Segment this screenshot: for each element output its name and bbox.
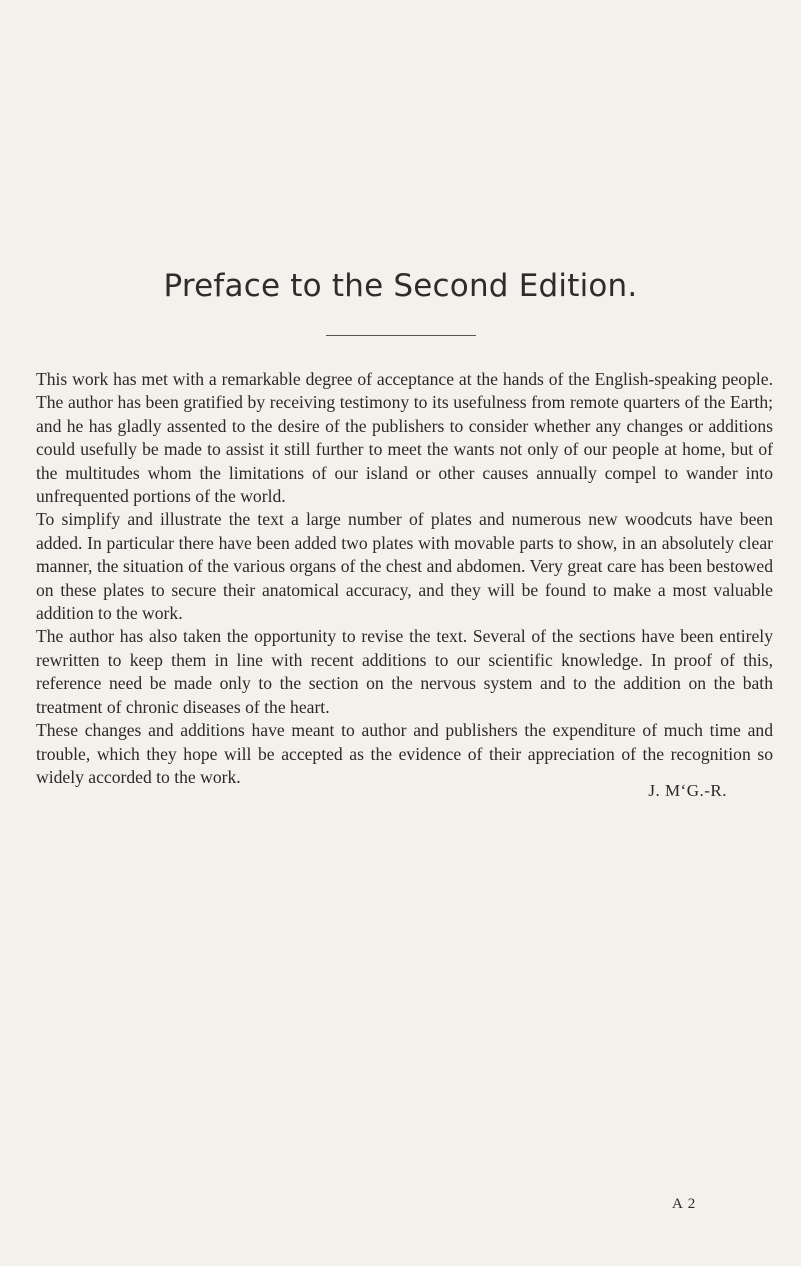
paragraph-2: To simplify and illustrate the text a large number of plates and numerous new woodcuts have been added. In particular there have been added two plates with movable parts to show, in an absolutely clear manner, the situation of the various organs of the chest and abdomen. Very great care has been bestowed on these plates to secure their anatomical accuracy, and they will be found to make a most valuable addition to the work. xyxy=(36,509,773,624)
paragraph-1: This work has met with a remarkable degree of acceptance at the hands of the English-speaking people. The author has been gratified by receiving testimony to its usefulness from remote quarters of the Earth; and he has gladly assented to the desire of the publishers to consider whether any changes or additions could usefully be made to assist it still further to meet the wants not only of our people at home, but of the multitudes whom the limitations of our island or other causes annually compel to wander into unfrequented portions of the world. xyxy=(36,369,773,507)
preface-body xyxy=(36,368,773,789)
title-rule-divider xyxy=(326,335,476,336)
author-signature: J. M‘G.-R. xyxy=(648,781,727,800)
paragraph-3: The author has also taken the opportunity to revise the text. Several of the sections have been entirely rewritten to keep them in line with recent additions to our scientific knowledge. In proof of this, reference need be made only to the section on the nervous system and to the addition on the bath treatment of chronic diseases of the heart. xyxy=(36,626,773,717)
paragraph-4: These changes and additions have meant to author and publishers the expenditure of much time and trouble, which they hope will be accepted as the evidence of their appreciation of the recognition so widely accorded to the work. xyxy=(36,720,773,787)
page-title: Preface to the Second Edition. xyxy=(163,268,638,304)
signature-mark: A 2 xyxy=(672,1196,697,1212)
